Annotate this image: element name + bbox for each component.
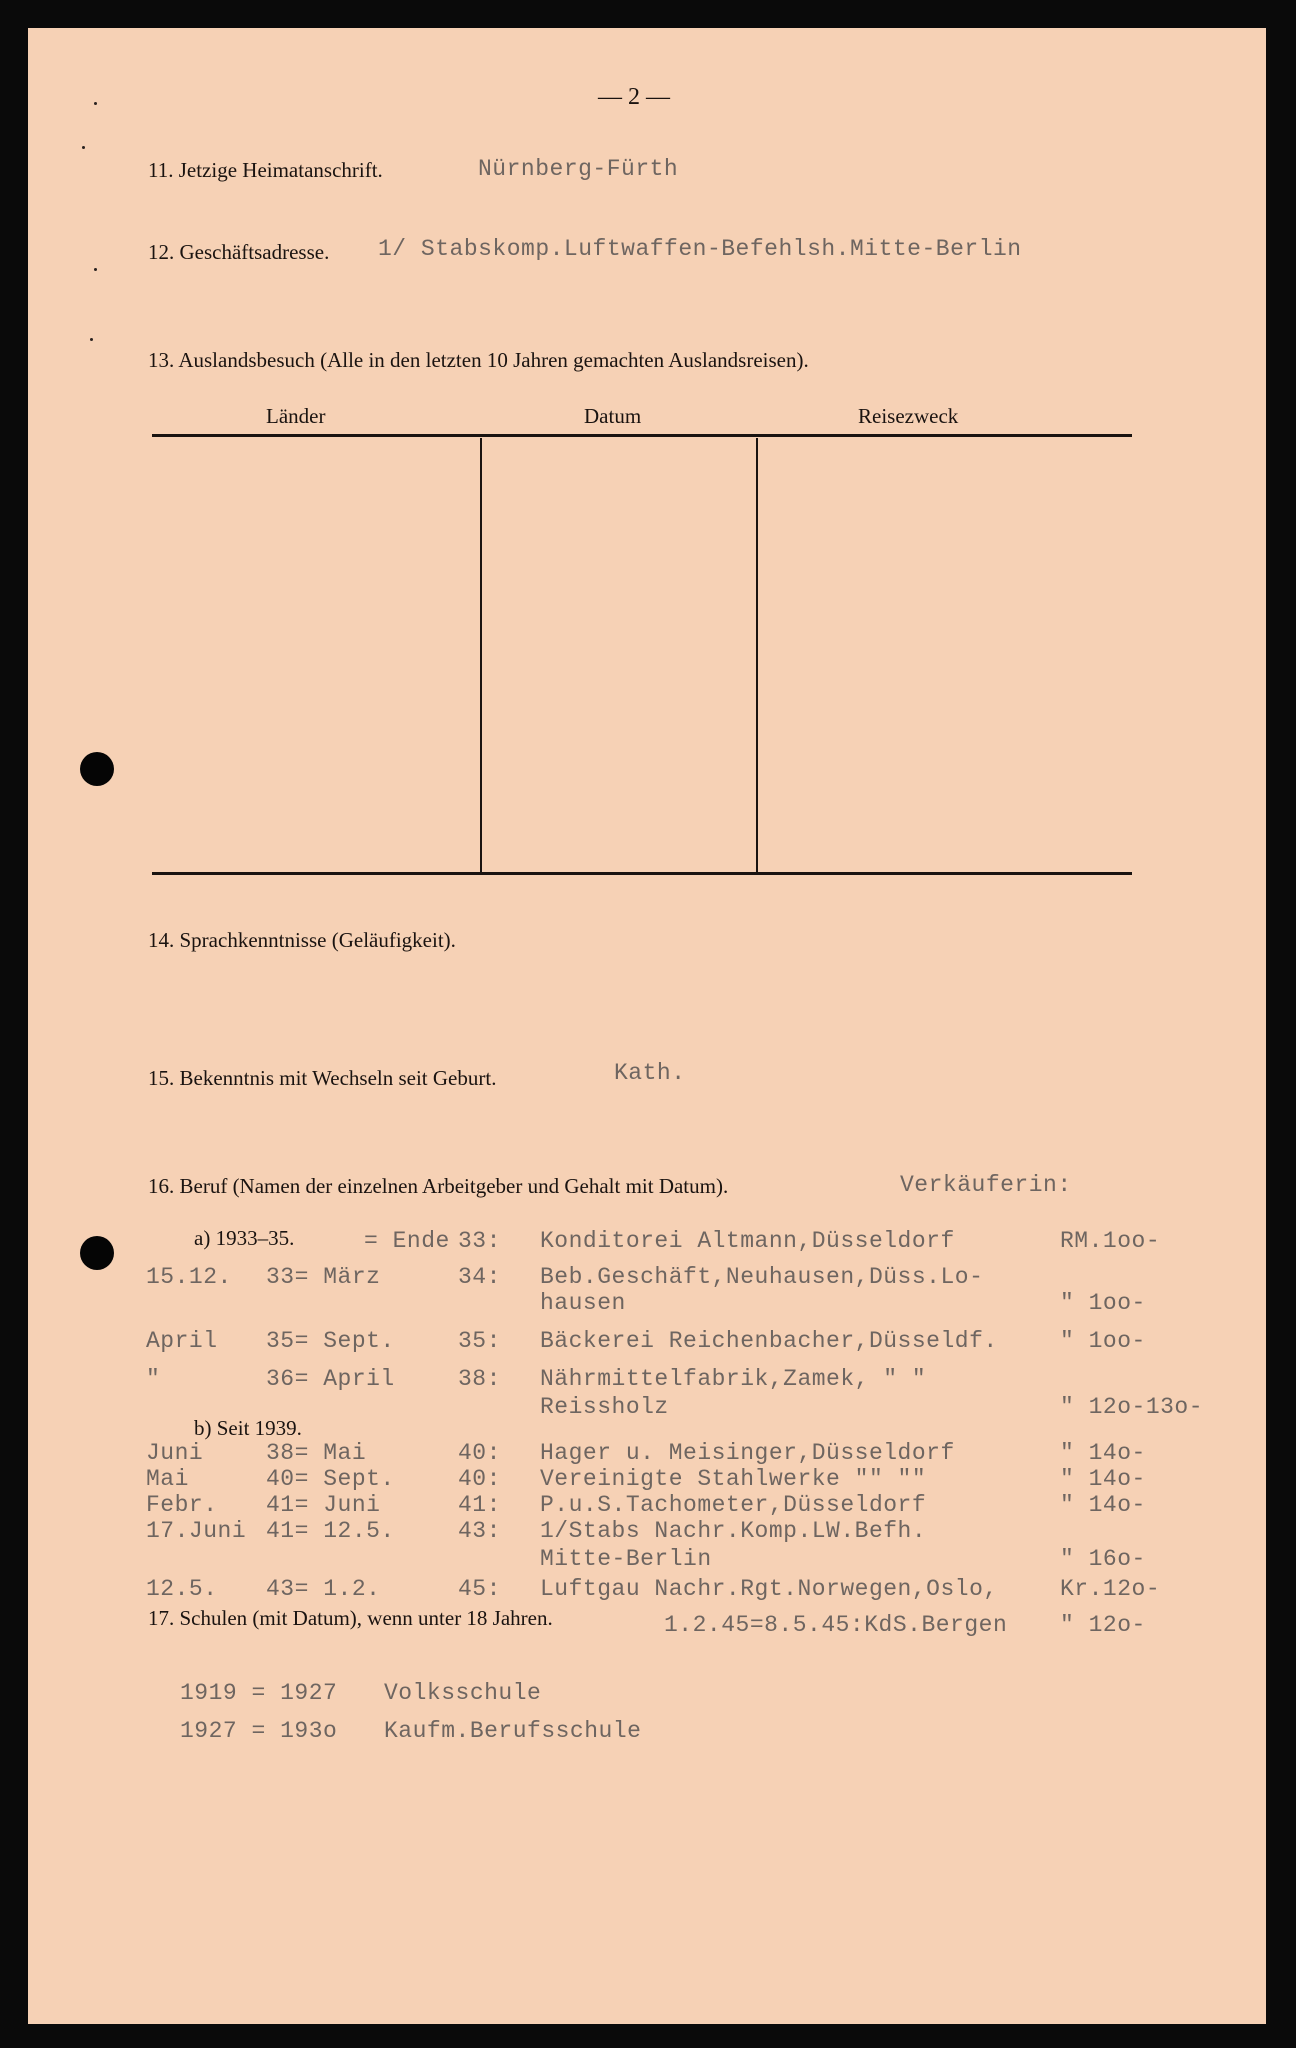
- job-employer: Beb.Geschäft,Neuhausen,Düss.Lo-: [540, 1264, 984, 1290]
- job-employer: 1.2.45=8.5.45:KdS.Bergen: [664, 1612, 1008, 1638]
- job-year: 45:: [458, 1576, 501, 1602]
- job-date-to: 40= Sept.: [266, 1466, 395, 1492]
- job-employer: Nährmittelfabrik,Zamek, " ": [540, 1366, 927, 1392]
- job-date-from: ": [146, 1366, 161, 1392]
- q11-label: 11. Jetzige Heimatanschrift.: [148, 158, 383, 182]
- margin-speck: [82, 146, 85, 149]
- q16-sub-b: b) Seit 1939.: [194, 1416, 302, 1440]
- job-date-from: 12.5.: [146, 1576, 218, 1602]
- job-employer: Konditorei Altmann,Düsseldorf: [540, 1228, 955, 1254]
- job-salary: " 1oo-: [1060, 1290, 1146, 1316]
- job-year: 33:: [458, 1228, 501, 1254]
- margin-speck: [90, 338, 93, 341]
- job-salary: " 14o-: [1060, 1440, 1146, 1466]
- job-date-from: April: [146, 1328, 218, 1354]
- school-name-2: Kaufm.Berufsschule: [384, 1718, 642, 1744]
- job-date-from: Mai: [146, 1466, 189, 1492]
- punch-hole-upper: [80, 752, 114, 786]
- school-name-1: Volksschule: [384, 1680, 542, 1706]
- table-divider-1: [480, 438, 482, 874]
- punch-hole-lower: [80, 1236, 114, 1270]
- job-year: 40:: [458, 1440, 501, 1466]
- job-date-from: Juni: [146, 1440, 204, 1466]
- q17-label: 17. Schulen (mit Datum), wenn unter 18 Jahren.: [148, 1606, 553, 1630]
- job-salary: " 12o-13o-: [1060, 1394, 1204, 1420]
- q16-sub-a: a) 1933–35.: [194, 1226, 295, 1250]
- job-salary: Kr.12o-: [1060, 1576, 1161, 1602]
- job-date-to: 35= Sept.: [266, 1328, 395, 1354]
- job-employer: hausen: [540, 1290, 626, 1316]
- job-date-from: 17.Juni: [146, 1518, 247, 1544]
- job-salary: " 12o-: [1060, 1612, 1146, 1638]
- job-date-to: = Ende: [364, 1228, 450, 1254]
- q12-label: 12. Geschäftsadresse.: [148, 240, 330, 264]
- job-year: 40:: [458, 1466, 501, 1492]
- job-date-to: 36= April: [266, 1366, 395, 1392]
- q15-label: 15. Bekenntnis mit Wechseln seit Geburt.: [148, 1066, 497, 1090]
- q12-value: 1/ Stabskomp.Luftwaffen-Befehlsh.Mitte-Berlin: [378, 236, 1022, 262]
- q11-value: Nürnberg-Fürth: [478, 156, 679, 182]
- school-years-1: 1919 = 1927: [180, 1680, 338, 1706]
- job-date-to: 43= 1.2.: [266, 1576, 381, 1602]
- job-year: 41:: [458, 1492, 501, 1518]
- q15-value: Kath.: [614, 1060, 686, 1086]
- job-employer: P.u.S.Tachometer,Düsseldorf: [540, 1492, 927, 1518]
- job-employer: Reissholz: [540, 1394, 669, 1420]
- table-divider-2: [756, 438, 758, 874]
- margin-speck: [94, 268, 97, 271]
- q13-label: 13. Auslandsbesuch (Alle in den letzten 10 Jahren gemachten Auslandsreisen).: [148, 348, 809, 372]
- job-year: 35:: [458, 1328, 501, 1354]
- job-date-from: Febr.: [146, 1492, 218, 1518]
- q14-label: 14. Sprachkenntnisse (Geläufigkeit).: [148, 928, 456, 952]
- job-salary: " 16o-: [1060, 1546, 1146, 1572]
- job-employer: 1/Stabs Nachr.Komp.LW.Befh.: [540, 1518, 927, 1544]
- job-date-to: 38= Mai: [266, 1440, 367, 1466]
- table-header-laender: Länder: [266, 404, 326, 428]
- job-salary: " 14o-: [1060, 1492, 1146, 1518]
- job-year: 43:: [458, 1518, 501, 1544]
- job-employer: Vereinigte Stahlwerke "" "": [540, 1466, 927, 1492]
- job-employer: Luftgau Nachr.Rgt.Norwegen,Oslo,: [540, 1576, 998, 1602]
- job-employer: Bäckerei Reichenbacher,Düsseldf.: [540, 1328, 998, 1354]
- job-salary: RM.1oo-: [1060, 1228, 1161, 1254]
- document-page: [28, 28, 1266, 2024]
- job-date-from: 15.12.: [146, 1264, 232, 1290]
- school-years-2: 1927 = 193o: [180, 1718, 338, 1744]
- q16-label: 16. Beruf (Namen der einzelnen Arbeitgeber und Gehalt mit Datum).: [148, 1174, 729, 1198]
- job-employer: Mitte-Berlin: [540, 1546, 712, 1572]
- margin-speck: [94, 102, 97, 105]
- table-bottom-rule: [152, 872, 1132, 875]
- table-top-rule: [152, 434, 1132, 437]
- job-date-to: 41= 12.5.: [266, 1518, 395, 1544]
- q16-value: Verkäuferin:: [900, 1172, 1072, 1198]
- job-year: 38:: [458, 1366, 501, 1392]
- job-date-to: 41= Juni: [266, 1492, 381, 1518]
- job-year: 34:: [458, 1264, 501, 1290]
- job-date-to: 33= März: [266, 1264, 381, 1290]
- job-salary: " 14o-: [1060, 1466, 1146, 1492]
- table-header-reisezweck: Reisezweck: [858, 404, 959, 428]
- job-salary: " 1oo-: [1060, 1328, 1146, 1354]
- page-number: — 2 —: [598, 84, 670, 110]
- table-header-datum: Datum: [584, 404, 642, 428]
- job-employer: Hager u. Meisinger,Düsseldorf: [540, 1440, 955, 1466]
